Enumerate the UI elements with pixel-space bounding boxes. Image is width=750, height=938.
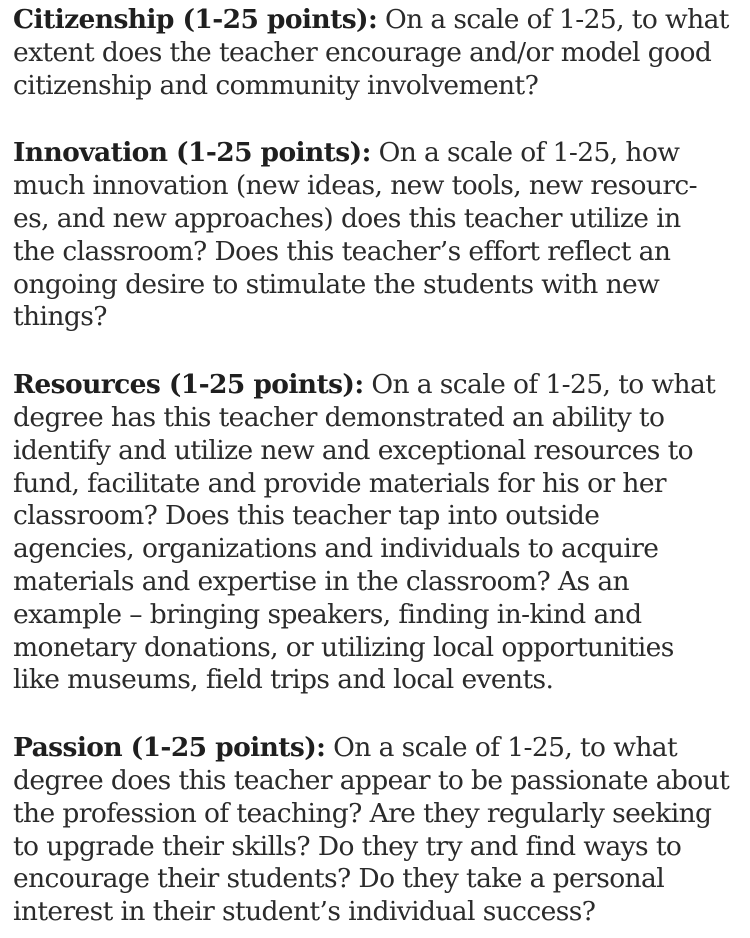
text-line: example – bringing speakers, finding in-kind and (13, 598, 642, 630)
innovation-section (13, 137, 734, 334)
text-span: On a scale of 1-25, to what (363, 369, 716, 401)
text-line: agencies, organizations and individuals to acquire (13, 533, 659, 565)
text-line: fund, facilitate and provide materials for his or her (13, 467, 666, 499)
citizenship-section (13, 4, 734, 102)
text-line: degree has this teacher demonstrated an ability to (13, 401, 665, 433)
text-line: monetary donations, or utilizing local opportunities (13, 631, 674, 663)
text-line: ongoing desire to stimulate the students with new (13, 268, 660, 300)
text-line: much innovation (new ideas, new tools, new resourc- (13, 170, 698, 202)
text-line: the classroom? Does this teacher’s effort reflect an (13, 235, 671, 267)
passion-section (13, 732, 734, 929)
text-line (13, 732, 734, 765)
text-span: On a scale of 1-25, to what (325, 732, 678, 764)
text-line: the profession of teaching? Are they regularly seeking (13, 797, 712, 829)
text-line: classroom? Does this teacher tap into outside (13, 500, 600, 532)
text-line (13, 137, 734, 170)
text-span: On a scale of 1-25, how (370, 137, 680, 169)
text-line: es, and new approaches) does this teacher utilize in (13, 202, 681, 234)
resources-section (13, 369, 734, 697)
text-line (13, 369, 734, 402)
citizenship-heading: Citizenship (1-25 points): (13, 4, 378, 35)
text-line: things? (13, 301, 107, 333)
text-line: citizenship and community involvement? (13, 69, 539, 101)
text-line: to upgrade their skills? Do they try and find ways to (13, 830, 682, 862)
text-line: interest in their student’s individual success? (13, 896, 596, 928)
text-line: degree does this teacher appear to be passionate about (13, 764, 730, 796)
text-line: materials and expertise in the classroom? As an (13, 565, 629, 597)
text-line: encourage their students? Do they take a personal (13, 863, 665, 895)
innovation-heading: Innovation (1-25 points): (13, 137, 371, 169)
text-span: On a scale of 1-25, to what (377, 4, 729, 35)
text-line: extent does the teacher encourage and/or model good (13, 36, 712, 68)
text-line (13, 4, 734, 37)
text-line: identify and utilize new and exceptional resources to (13, 434, 694, 466)
passion-heading: Passion (1-25 points): (13, 732, 326, 764)
resources-heading: Resources (1-25 points): (13, 369, 364, 401)
text-line: like museums, field trips and local events. (13, 664, 554, 696)
